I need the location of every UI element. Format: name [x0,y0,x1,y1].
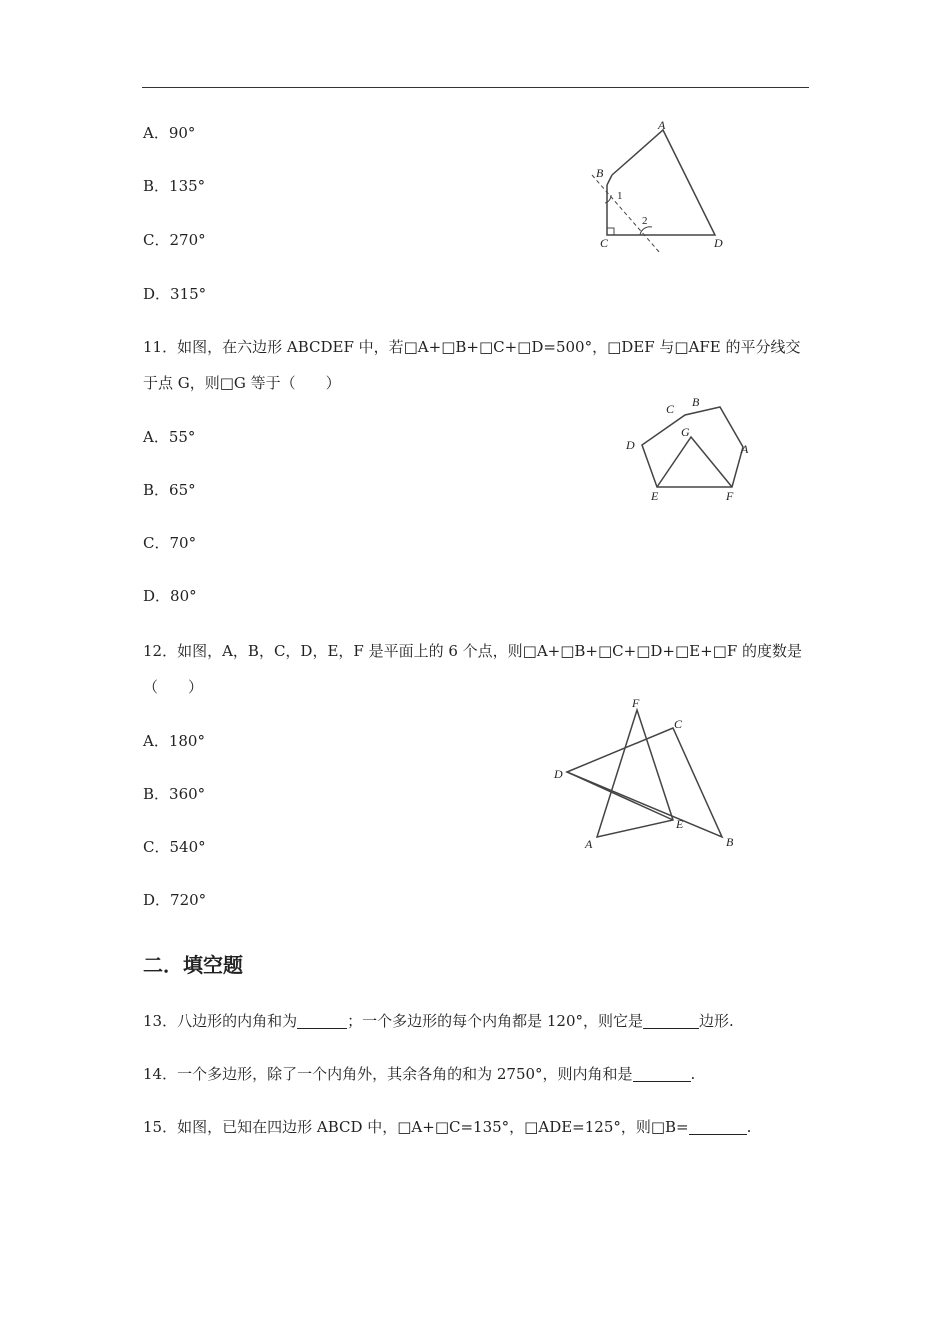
q12-option-b: B．360° [143,785,206,803]
q12-label-a: A [585,837,593,851]
q15-blank[interactable] [689,1119,747,1135]
q14-blank[interactable] [633,1066,691,1082]
q12-label-c: C [674,717,683,731]
q10-quad-outline [607,130,715,235]
q13-blank-1[interactable] [297,1013,347,1029]
q10-angle-arc-1 [605,195,611,203]
q10-option-a: A．90° [143,124,196,142]
q13-blank-2[interactable] [643,1013,699,1029]
q12-figure [545,690,750,860]
q10-label-b: B [596,166,604,180]
q10-label-c: C [600,236,609,250]
q11-label-d: D [626,438,635,452]
q10-option-d: D．315° [143,285,207,303]
q12-option-c: C．540° [143,838,206,856]
q11-stem-line1: 11．如图，在六边形 ABCDEF 中，若□A+□B+□C+□D=500°，□DEF 与□AFE 的平分线交 [143,338,801,356]
q10-edge-bc [607,175,612,185]
q13-part3: 边形. [699,1012,734,1030]
q11-label-e: E [651,489,659,503]
q10-right-angle [607,228,614,235]
q11-label-f: F [726,489,734,503]
q13-part2: ；一个多边形的每个内角都是 120°，则它是 [347,1012,643,1030]
q10-option-b: B．135° [143,177,206,195]
q12-stem-line1: 12．如图，A，B，C，D，E，F 是平面上的 6 个点，则□A+□B+□C+□D+□E+□F 的度数是 [143,642,803,660]
q15-part1: 15．如图，已知在四边形 ABCD 中，□A+□C=135°，□ADE=125°，则□B= [143,1118,689,1136]
header-rule [142,87,809,88]
q10-label-d: D [714,236,723,250]
q13-part1: 13．八边形的内角和为 [143,1012,298,1030]
q10-figure [580,115,740,260]
q11-hexagon [642,407,743,487]
q11-stem-line2: 于点 G，则□G 等于（ ） [143,374,341,392]
q11-label-c: C [666,402,675,416]
q13-stem [143,1011,734,1031]
q12-triangle-afe [597,710,673,837]
q10-label-2: 2 [642,215,648,227]
q10-label-a: A [658,118,666,132]
q15-part2: . [746,1118,752,1136]
q11-label-a: A [741,442,749,456]
q12-stem-line2: （ ） [143,678,204,696]
q11-figure [620,392,760,507]
q15-stem [143,1117,751,1137]
q11-option-c: C．70° [143,534,197,552]
q11-label-b: B [692,395,700,409]
q10-label-1: 1 [617,190,623,202]
q11-label-g: G [681,425,690,439]
q14-part2: . [690,1065,696,1083]
q12-label-b: B [726,835,734,849]
q14-stem [143,1064,695,1084]
q14-part1: 14．一个多边形，除了一个内角外，其余各角的和为 2750°，则内角和是 [143,1065,633,1083]
q11-option-b: B．65° [143,481,196,499]
q10-option-c: C．270° [143,231,206,249]
q10-angle-arc-2 [640,227,652,235]
q12-label-f: F [632,696,640,710]
q11-option-a: A．55° [143,428,196,446]
q12-option-a: A．180° [143,732,205,750]
q12-label-d: D [554,767,563,781]
q12-option-d: D．720° [143,891,207,909]
q11-option-d: D．80° [143,587,197,605]
section-title-fill-in: 二．填空题 [143,953,243,977]
q12-label-e: E [676,817,684,831]
q11-bisectors [657,437,732,487]
q12-edge-de [567,772,673,820]
